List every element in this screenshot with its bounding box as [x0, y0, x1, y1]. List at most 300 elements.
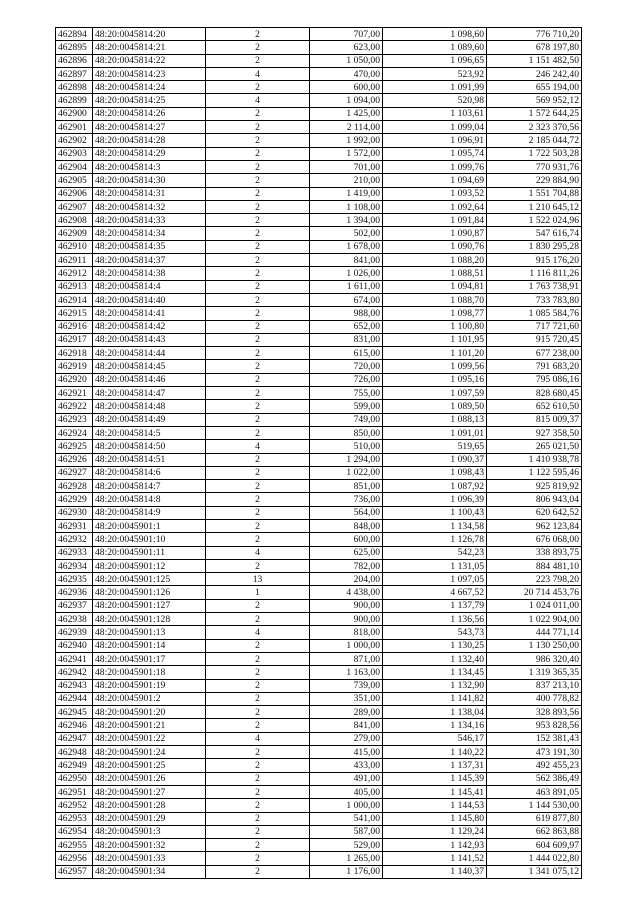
area-cell: 1 176,00	[310, 865, 383, 878]
cadastral-value-cell: 246 242,40	[487, 67, 582, 80]
specific-value-cell: 1 093,52	[383, 187, 487, 200]
row-number-cell: 462927	[56, 466, 93, 479]
area-cell: 1 094,00	[310, 94, 383, 107]
specific-value-cell: 519,65	[383, 440, 487, 453]
cadastral-number-cell: 48:20:0045814:26	[93, 107, 206, 120]
specific-value-cell: 1 137,31	[383, 759, 487, 772]
group-cell: 2	[206, 812, 310, 825]
table-row	[56, 81, 582, 94]
table-row	[56, 533, 582, 546]
cadastral-value-cell: 986 320,40	[487, 652, 582, 665]
area-cell: 289,00	[310, 706, 383, 719]
cadastral-number-cell: 48:20:0045814:40	[93, 293, 206, 306]
specific-value-cell: 1 090,87	[383, 227, 487, 240]
row-number-cell: 462899	[56, 94, 93, 107]
cadastral-number-cell: 48:20:0045814:43	[93, 333, 206, 346]
area-cell: 623,00	[310, 41, 383, 54]
cadastral-number-cell: 48:20:0045901:3	[93, 825, 206, 838]
row-number-cell: 462940	[56, 639, 93, 652]
area-cell: 502,00	[310, 227, 383, 240]
group-cell: 2	[206, 506, 310, 519]
cadastral-value-cell: 152 381,43	[487, 732, 582, 745]
row-number-cell: 462900	[56, 107, 93, 120]
group-cell: 2	[206, 134, 310, 147]
table-row	[56, 519, 582, 532]
cadastral-value-table	[55, 27, 582, 879]
group-cell: 2	[206, 373, 310, 386]
specific-value-cell: 543,73	[383, 626, 487, 639]
row-number-cell: 462916	[56, 320, 93, 333]
table-row	[56, 639, 582, 652]
table-row	[56, 493, 582, 506]
specific-value-cell: 1 089,50	[383, 400, 487, 413]
specific-value-cell: 1 091,01	[383, 426, 487, 439]
cadastral-number-cell: 48:20:0045901:10	[93, 533, 206, 546]
area-cell: 279,00	[310, 732, 383, 745]
group-cell: 2	[206, 652, 310, 665]
specific-value-cell: 1 088,51	[383, 267, 487, 280]
specific-value-cell: 1 145,41	[383, 785, 487, 798]
area-cell: 736,00	[310, 493, 383, 506]
group-cell: 2	[206, 347, 310, 360]
specific-value-cell: 1 091,84	[383, 214, 487, 227]
area-cell: 351,00	[310, 692, 383, 705]
row-number-cell: 462948	[56, 746, 93, 759]
area-cell: 1 108,00	[310, 200, 383, 213]
area-cell: 510,00	[310, 440, 383, 453]
row-number-cell: 462933	[56, 546, 93, 559]
table-row	[56, 267, 582, 280]
group-cell: 4	[206, 440, 310, 453]
cadastral-value-cell: 1 024 011,00	[487, 599, 582, 612]
area-cell: 900,00	[310, 599, 383, 612]
area-cell: 739,00	[310, 679, 383, 692]
cadastral-number-cell: 48:20:0045901:127	[93, 599, 206, 612]
row-number-cell: 462937	[56, 599, 93, 612]
table-row	[56, 240, 582, 253]
specific-value-cell: 1 092,64	[383, 200, 487, 213]
specific-value-cell: 1 099,56	[383, 360, 487, 373]
row-number-cell: 462914	[56, 293, 93, 306]
table-row	[56, 785, 582, 798]
table-row	[56, 347, 582, 360]
area-cell: 1 394,00	[310, 214, 383, 227]
group-cell: 1	[206, 586, 310, 599]
group-cell: 2	[206, 852, 310, 865]
area-cell: 1 022,00	[310, 466, 383, 479]
specific-value-cell: 1 088,13	[383, 413, 487, 426]
area-cell: 726,00	[310, 373, 383, 386]
group-cell: 2	[206, 759, 310, 772]
specific-value-cell: 1 144,53	[383, 799, 487, 812]
row-number-cell: 462921	[56, 387, 93, 400]
area-cell: 1 265,00	[310, 852, 383, 865]
table-row	[56, 160, 582, 173]
row-number-cell: 462918	[56, 347, 93, 360]
row-number-cell: 462944	[56, 692, 93, 705]
row-number-cell: 462928	[56, 480, 93, 493]
cadastral-number-cell: 48:20:0045901:13	[93, 626, 206, 639]
row-number-cell: 462947	[56, 732, 93, 745]
specific-value-cell: 1 087,92	[383, 480, 487, 493]
row-number-cell: 462945	[56, 706, 93, 719]
specific-value-cell: 1 101,20	[383, 347, 487, 360]
table-row	[56, 599, 582, 612]
group-cell: 2	[206, 746, 310, 759]
area-cell: 625,00	[310, 546, 383, 559]
group-cell: 2	[206, 480, 310, 493]
table-row	[56, 466, 582, 479]
specific-value-cell: 1 129,24	[383, 825, 487, 838]
table-row	[56, 426, 582, 439]
specific-value-cell: 1 098,60	[383, 28, 487, 41]
row-number-cell: 462946	[56, 719, 93, 732]
specific-value-cell: 1 140,37	[383, 865, 487, 878]
table-row	[56, 626, 582, 639]
row-number-cell: 462917	[56, 333, 93, 346]
cadastral-number-cell: 48:20:0045814:4	[93, 280, 206, 293]
table-row	[56, 692, 582, 705]
specific-value-cell: 1 100,43	[383, 506, 487, 519]
area-cell: 848,00	[310, 519, 383, 532]
table-row	[56, 94, 582, 107]
area-cell: 433,00	[310, 759, 383, 772]
cadastral-value-cell: 229 884,90	[487, 174, 582, 187]
table-row	[56, 759, 582, 772]
specific-value-cell: 1 141,82	[383, 692, 487, 705]
row-number-cell: 462919	[56, 360, 93, 373]
group-cell: 2	[206, 200, 310, 213]
group-cell: 2	[206, 692, 310, 705]
cadastral-value-cell: 815 009,37	[487, 413, 582, 426]
row-number-cell: 462952	[56, 799, 93, 812]
group-cell: 2	[206, 453, 310, 466]
area-cell: 1 611,00	[310, 280, 383, 293]
specific-value-cell: 4 667,52	[383, 586, 487, 599]
cadastral-value-cell: 604 609,97	[487, 839, 582, 852]
area-cell: 470,00	[310, 67, 383, 80]
cadastral-number-cell: 48:20:0045901:29	[93, 812, 206, 825]
cadastral-value-cell: 338 893,75	[487, 546, 582, 559]
area-cell: 841,00	[310, 254, 383, 267]
cadastral-number-cell: 48:20:0045901:125	[93, 573, 206, 586]
area-cell: 1 425,00	[310, 107, 383, 120]
table-row	[56, 187, 582, 200]
table-row	[56, 293, 582, 306]
row-number-cell: 462943	[56, 679, 93, 692]
cadastral-value-cell: 795 086,16	[487, 373, 582, 386]
table-row	[56, 480, 582, 493]
table-row	[56, 666, 582, 679]
cadastral-value-cell: 1 341 075,12	[487, 865, 582, 878]
group-cell: 2	[206, 613, 310, 626]
cadastral-number-cell: 48:20:0045814:7	[93, 480, 206, 493]
specific-value-cell: 542,23	[383, 546, 487, 559]
table-row	[56, 280, 582, 293]
group-cell: 2	[206, 54, 310, 67]
cadastral-number-cell: 48:20:0045814:9	[93, 506, 206, 519]
cadastral-value-cell: 562 386,49	[487, 772, 582, 785]
row-number-cell: 462936	[56, 586, 93, 599]
table-row	[56, 799, 582, 812]
area-cell: 707,00	[310, 28, 383, 41]
cadastral-value-cell: 678 197,80	[487, 41, 582, 54]
cadastral-number-cell: 48:20:0045814:22	[93, 54, 206, 67]
group-cell: 2	[206, 41, 310, 54]
area-cell: 818,00	[310, 626, 383, 639]
table-row	[56, 360, 582, 373]
cadastral-value-cell: 547 616,74	[487, 227, 582, 240]
cadastral-value-cell: 1 022 904,00	[487, 613, 582, 626]
table-row	[56, 107, 582, 120]
cadastral-value-cell: 837 213,10	[487, 679, 582, 692]
group-cell: 4	[206, 94, 310, 107]
row-number-cell: 462898	[56, 81, 93, 94]
cadastral-number-cell: 48:20:0045814:5	[93, 426, 206, 439]
cadastral-number-cell: 48:20:0045814:3	[93, 160, 206, 173]
specific-value-cell: 520,98	[383, 94, 487, 107]
row-number-cell: 462953	[56, 812, 93, 825]
table-row	[56, 453, 582, 466]
group-cell: 2	[206, 466, 310, 479]
area-cell: 210,00	[310, 174, 383, 187]
group-cell: 2	[206, 706, 310, 719]
row-number-cell: 462949	[56, 759, 93, 772]
specific-value-cell: 1 098,43	[383, 466, 487, 479]
row-number-cell: 462935	[56, 573, 93, 586]
group-cell: 2	[206, 333, 310, 346]
area-cell: 405,00	[310, 785, 383, 798]
specific-value-cell: 1 137,79	[383, 599, 487, 612]
area-cell: 2 114,00	[310, 121, 383, 134]
area-cell: 1 992,00	[310, 134, 383, 147]
group-cell: 2	[206, 666, 310, 679]
row-number-cell: 462897	[56, 67, 93, 80]
cadastral-number-cell: 48:20:0045901:22	[93, 732, 206, 745]
group-cell: 4	[206, 732, 310, 745]
row-number-cell: 462942	[56, 666, 93, 679]
group-cell: 2	[206, 426, 310, 439]
group-cell: 2	[206, 121, 310, 134]
cadastral-number-cell: 48:20:0045901:27	[93, 785, 206, 798]
area-cell: 1 294,00	[310, 453, 383, 466]
group-cell: 2	[206, 679, 310, 692]
cadastral-number-cell: 48:20:0045901:11	[93, 546, 206, 559]
cadastral-number-cell: 48:20:0045901:33	[93, 852, 206, 865]
specific-value-cell: 1 090,37	[383, 453, 487, 466]
row-number-cell: 462923	[56, 413, 93, 426]
cadastral-number-cell: 48:20:0045814:44	[93, 347, 206, 360]
cadastral-value-cell: 1 319 365,35	[487, 666, 582, 679]
group-cell: 2	[206, 493, 310, 506]
area-cell: 850,00	[310, 426, 383, 439]
area-cell: 988,00	[310, 307, 383, 320]
cadastral-number-cell: 48:20:0045814:21	[93, 41, 206, 54]
row-number-cell: 462915	[56, 307, 93, 320]
table-row	[56, 214, 582, 227]
table-row	[56, 147, 582, 160]
row-number-cell: 462905	[56, 174, 93, 187]
specific-value-cell: 546,17	[383, 732, 487, 745]
table-row	[56, 200, 582, 213]
area-cell: 1 419,00	[310, 187, 383, 200]
cadastral-number-cell: 48:20:0045901:12	[93, 559, 206, 572]
table-row	[56, 174, 582, 187]
cadastral-number-cell: 48:20:0045901:19	[93, 679, 206, 692]
table-row	[56, 67, 582, 80]
cadastral-number-cell: 48:20:0045814:41	[93, 307, 206, 320]
cadastral-value-cell: 619 877,80	[487, 812, 582, 825]
cadastral-value-cell: 676 068,00	[487, 533, 582, 546]
group-cell: 2	[206, 280, 310, 293]
cadastral-value-cell: 2 323 370,56	[487, 121, 582, 134]
row-number-cell: 462910	[56, 240, 93, 253]
table-row	[56, 440, 582, 453]
cadastral-value-cell: 1 410 938,78	[487, 453, 582, 466]
group-cell: 2	[206, 254, 310, 267]
cadastral-value-cell: 915 720,45	[487, 333, 582, 346]
group-cell: 2	[206, 187, 310, 200]
group-cell: 2	[206, 81, 310, 94]
specific-value-cell: 1 103,61	[383, 107, 487, 120]
table-row	[56, 254, 582, 267]
cadastral-value-cell: 828 680,45	[487, 387, 582, 400]
cadastral-number-cell: 48:20:0045901:34	[93, 865, 206, 878]
cadastral-value-cell: 915 176,20	[487, 254, 582, 267]
table-row	[56, 812, 582, 825]
group-cell: 2	[206, 519, 310, 532]
specific-value-cell: 1 132,90	[383, 679, 487, 692]
area-cell: 851,00	[310, 480, 383, 493]
group-cell: 2	[206, 865, 310, 878]
cadastral-number-cell: 48:20:0045901:14	[93, 639, 206, 652]
cadastral-number-cell: 48:20:0045814:49	[93, 413, 206, 426]
area-cell: 1 163,00	[310, 666, 383, 679]
cadastral-value-cell: 1 572 644,25	[487, 107, 582, 120]
group-cell: 2	[206, 533, 310, 546]
group-cell: 2	[206, 307, 310, 320]
specific-value-cell: 1 134,58	[383, 519, 487, 532]
row-number-cell: 462925	[56, 440, 93, 453]
area-cell: 652,00	[310, 320, 383, 333]
group-cell: 2	[206, 400, 310, 413]
cadastral-value-cell: 463 891,05	[487, 785, 582, 798]
table-row	[56, 559, 582, 572]
table-row	[56, 679, 582, 692]
group-cell: 2	[206, 320, 310, 333]
table-row	[56, 825, 582, 838]
area-cell: 615,00	[310, 347, 383, 360]
specific-value-cell: 1 098,77	[383, 307, 487, 320]
cadastral-number-cell: 48:20:0045814:37	[93, 254, 206, 267]
cadastral-value-cell: 925 819,92	[487, 480, 582, 493]
cadastral-number-cell: 48:20:0045814:34	[93, 227, 206, 240]
row-number-cell: 462903	[56, 147, 93, 160]
specific-value-cell: 1 091,99	[383, 81, 487, 94]
area-cell: 415,00	[310, 746, 383, 759]
cadastral-number-cell: 48:20:0045814:31	[93, 187, 206, 200]
group-cell: 13	[206, 573, 310, 586]
row-number-cell: 462904	[56, 160, 93, 173]
table-row	[56, 333, 582, 346]
row-number-cell: 462894	[56, 28, 93, 41]
cadastral-number-cell: 48:20:0045901:24	[93, 746, 206, 759]
group-cell: 2	[206, 227, 310, 240]
row-number-cell: 462902	[56, 134, 93, 147]
area-cell: 841,00	[310, 719, 383, 732]
row-number-cell: 462934	[56, 559, 93, 572]
cadastral-value-cell: 1 522 024,96	[487, 214, 582, 227]
cadastral-number-cell: 48:20:0045901:20	[93, 706, 206, 719]
specific-value-cell: 1 126,78	[383, 533, 487, 546]
row-number-cell: 462939	[56, 626, 93, 639]
area-cell: 701,00	[310, 160, 383, 173]
cadastral-number-cell: 48:20:0045814:32	[93, 200, 206, 213]
area-cell: 529,00	[310, 839, 383, 852]
specific-value-cell: 1 090,76	[383, 240, 487, 253]
cadastral-number-cell: 48:20:0045901:2	[93, 692, 206, 705]
row-number-cell: 462913	[56, 280, 93, 293]
cadastral-value-cell: 1 722 503,28	[487, 147, 582, 160]
table-row	[56, 852, 582, 865]
cadastral-number-cell: 48:20:0045814:24	[93, 81, 206, 94]
table-row	[56, 746, 582, 759]
table-row	[56, 307, 582, 320]
table-row	[56, 320, 582, 333]
area-cell: 871,00	[310, 652, 383, 665]
table-row	[56, 54, 582, 67]
group-cell: 2	[206, 147, 310, 160]
cadastral-value-cell: 953 828,56	[487, 719, 582, 732]
area-cell: 674,00	[310, 293, 383, 306]
cadastral-number-cell: 48:20:0045814:27	[93, 121, 206, 134]
specific-value-cell: 1 096,39	[383, 493, 487, 506]
group-cell: 2	[206, 293, 310, 306]
cadastral-value-cell: 492 455,23	[487, 759, 582, 772]
table-row	[56, 387, 582, 400]
specific-value-cell: 1 094,81	[383, 280, 487, 293]
specific-value-cell: 1 096,65	[383, 54, 487, 67]
area-cell: 541,00	[310, 812, 383, 825]
group-cell: 2	[206, 839, 310, 852]
cadastral-number-cell: 48:20:0045901:32	[93, 839, 206, 852]
table-row	[56, 121, 582, 134]
specific-value-cell: 1 140,22	[383, 746, 487, 759]
specific-value-cell: 1 131,05	[383, 559, 487, 572]
area-cell: 720,00	[310, 360, 383, 373]
area-cell: 755,00	[310, 387, 383, 400]
group-cell: 2	[206, 785, 310, 798]
group-cell: 4	[206, 626, 310, 639]
cadastral-value-cell: 400 778,82	[487, 692, 582, 705]
row-number-cell: 462911	[56, 254, 93, 267]
cadastral-number-cell: 48:20:0045901:25	[93, 759, 206, 772]
specific-value-cell: 1 097,59	[383, 387, 487, 400]
row-number-cell: 462938	[56, 613, 93, 626]
cadastral-value-cell: 444 771,14	[487, 626, 582, 639]
specific-value-cell: 1 099,76	[383, 160, 487, 173]
cadastral-value-cell: 791 683,20	[487, 360, 582, 373]
cadastral-number-cell: 48:20:0045901:21	[93, 719, 206, 732]
table-row	[56, 546, 582, 559]
row-number-cell: 462926	[56, 453, 93, 466]
cadastral-number-cell: 48:20:0045814:42	[93, 320, 206, 333]
specific-value-cell: 1 130,25	[383, 639, 487, 652]
cadastral-value-cell: 1 551 704,88	[487, 187, 582, 200]
cadastral-number-cell: 48:20:0045814:33	[93, 214, 206, 227]
row-number-cell: 462950	[56, 772, 93, 785]
area-cell: 1 050,00	[310, 54, 383, 67]
